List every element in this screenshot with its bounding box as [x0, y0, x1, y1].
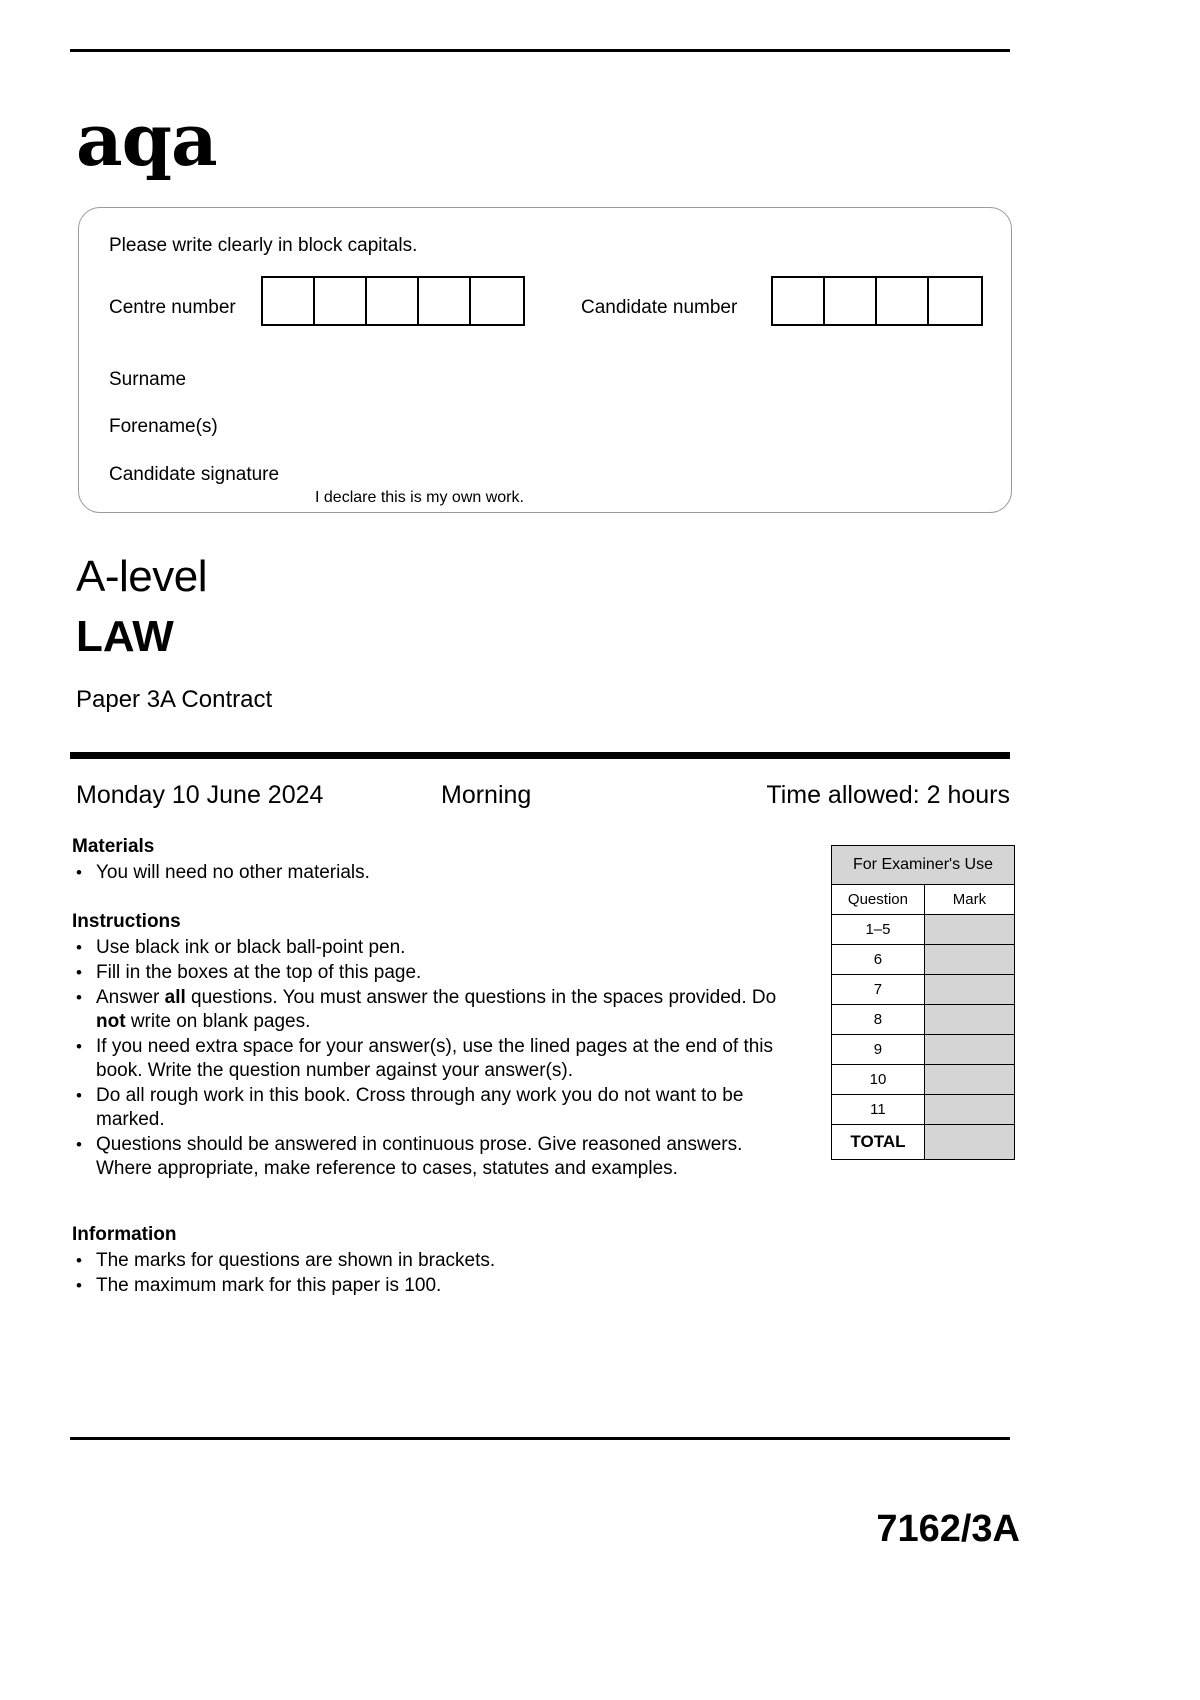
mark-entry-cell[interactable] [924, 1065, 1014, 1095]
candidate-number-cell[interactable] [929, 278, 981, 324]
top-divider [70, 49, 1010, 52]
instructions-heading: Instructions [72, 911, 181, 932]
forename-label: Forename(s) [109, 416, 218, 437]
information-section [72, 1224, 802, 1299]
question-number-cell: 8 [832, 1005, 925, 1035]
mark-entry-cell[interactable] [924, 915, 1014, 945]
list-item: • If you need extra space for your answer(s), use the lined pages at the end of this book. Write the question number against your answer(s). [72, 1035, 802, 1083]
candidate-number-cell[interactable] [825, 278, 877, 324]
centre-number-cell[interactable] [419, 278, 471, 324]
list-item: • Answer all questions. You must answer the questions in the spaces provided. Do not write on blank pages. [72, 986, 802, 1034]
emphasis-text: not [96, 1011, 126, 1032]
table-row [832, 975, 1015, 1005]
table-row [832, 915, 1015, 945]
exam-session: Morning [441, 781, 532, 809]
centre-number-cell[interactable] [263, 278, 315, 324]
candidate-signature-label: Candidate signature [109, 464, 280, 485]
table-row [832, 1035, 1015, 1065]
paper-code: 7162/3A [876, 1508, 1020, 1550]
candidate-details-box [78, 207, 1012, 513]
list-item: • Use black ink or black ball-point pen. [72, 936, 802, 960]
materials-heading: Materials [72, 836, 155, 857]
candidate-number-cell[interactable] [773, 278, 825, 324]
centre-number-cell[interactable] [471, 278, 523, 324]
examiner-table-body [832, 846, 1015, 1160]
declaration-text: I declare this is my own work. [315, 489, 524, 506]
mark-entry-cell[interactable] [924, 945, 1014, 975]
examiner-use-table [831, 845, 1015, 1160]
list-item: • You will need no other materials. [72, 861, 802, 885]
table-row [832, 1125, 1015, 1160]
information-list [72, 1249, 802, 1298]
examiner-table-title: For Examiner's Use [832, 846, 1015, 885]
mark-entry-cell[interactable] [924, 1035, 1014, 1065]
emphasis-text: all [164, 987, 186, 1008]
mark-entry-cell[interactable] [924, 1095, 1014, 1125]
list-item: • The marks for questions are shown in brackets. [72, 1249, 802, 1273]
list-item: • Fill in the boxes at the top of this page. [72, 961, 802, 985]
materials-section [72, 836, 802, 886]
column-header: Question [832, 885, 925, 915]
instructions-list [72, 936, 802, 1181]
block-capitals-instruction: Please write clearly in block capitals. [109, 235, 418, 256]
table-row [832, 846, 1015, 885]
aqa-logo: aqa [76, 97, 217, 182]
total-label: TOTAL [832, 1125, 925, 1160]
column-header: Mark [924, 885, 1014, 915]
total-mark-cell[interactable] [924, 1125, 1014, 1160]
information-heading: Information [72, 1224, 177, 1245]
bottom-divider [70, 1437, 1010, 1440]
candidate-number-label: Candidate number [581, 297, 738, 318]
materials-list [72, 861, 802, 885]
question-number-cell: 6 [832, 945, 925, 975]
question-number-cell: 7 [832, 975, 925, 1005]
exam-time-allowed: Time allowed: 2 hours [766, 781, 1010, 809]
exam-date: Monday 10 June 2024 [76, 781, 324, 809]
candidate-number-input[interactable] [771, 276, 983, 326]
surname-label: Surname [109, 369, 187, 390]
question-number-cell: 10 [832, 1065, 925, 1095]
mark-entry-cell[interactable] [924, 975, 1014, 1005]
question-number-cell: 9 [832, 1035, 925, 1065]
qualification-title: A-level [76, 552, 207, 601]
list-item: • Do all rough work in this book. Cross through any work you do not want to be marked. [72, 1084, 802, 1132]
candidate-number-cell[interactable] [877, 278, 929, 324]
paper-title: Paper 3A Contract [76, 686, 273, 713]
centre-number-label: Centre number [109, 297, 236, 318]
table-row [832, 885, 1015, 915]
centre-number-cell[interactable] [367, 278, 419, 324]
list-item: • The maximum mark for this paper is 100. [72, 1274, 802, 1298]
instructions-section [72, 911, 802, 1182]
subject-title: LAW [76, 612, 174, 661]
question-number-cell: 1–5 [832, 915, 925, 945]
table-row [832, 1065, 1015, 1095]
title-divider [70, 752, 1010, 759]
list-item: • Questions should be answered in continuous prose. Give reasoned answers. Where appropriate, make reference to cases, statutes and examples. [72, 1133, 802, 1181]
question-number-cell: 11 [832, 1095, 925, 1125]
table-row [832, 945, 1015, 975]
table-row [832, 1005, 1015, 1035]
centre-number-cell[interactable] [315, 278, 367, 324]
centre-number-input[interactable] [261, 276, 525, 326]
mark-entry-cell[interactable] [924, 1005, 1014, 1035]
table-row [832, 1095, 1015, 1125]
